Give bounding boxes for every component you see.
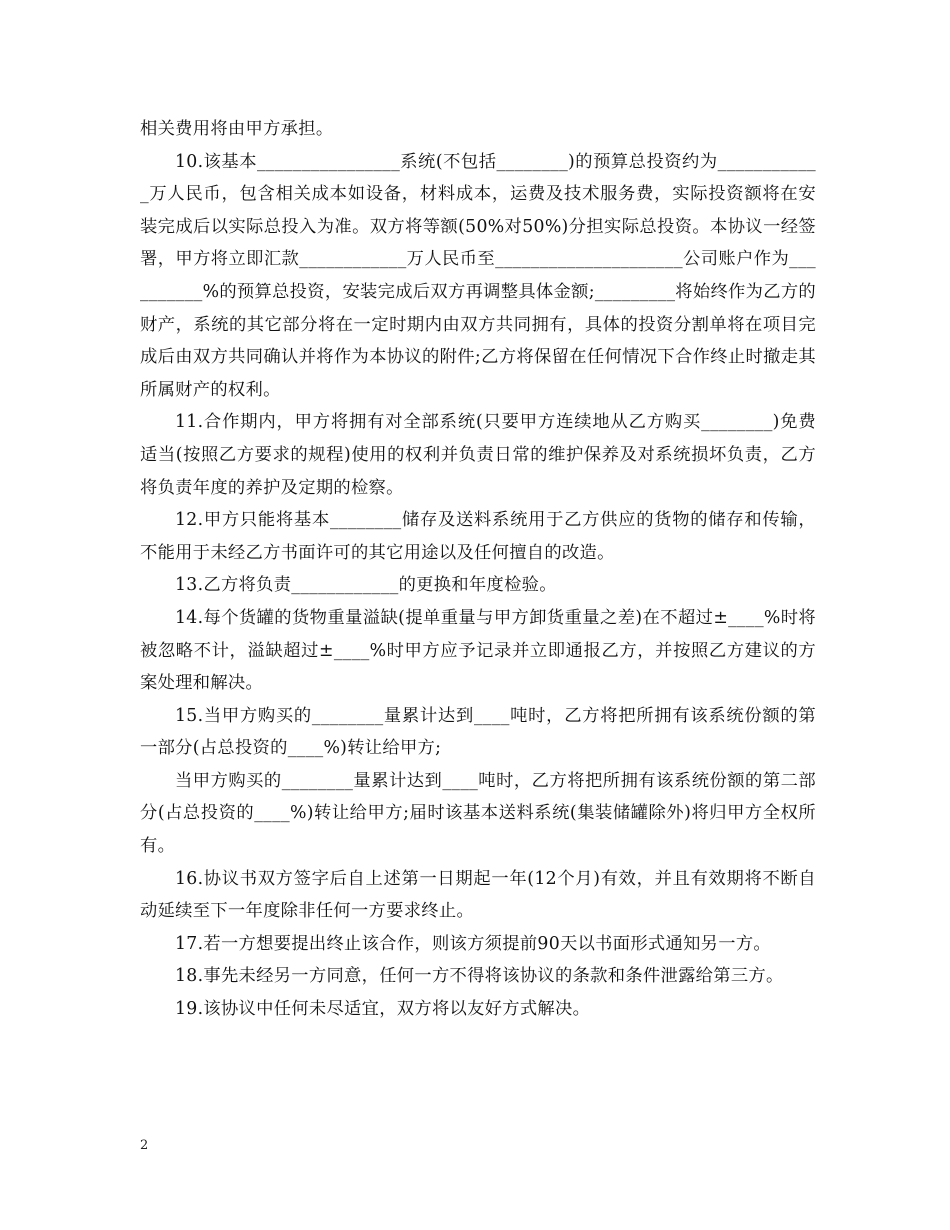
clause-15-part-2: 当甲方购买的________量累计达到____吨时，乙方将把所拥有该系统份额的第二部分(占总投资的____%)转让给甲方;届时该基本送料系统(集装储罐除外)将归甲方全权所有。	[140, 770, 816, 857]
clause-12: 12.甲方只能将基本________储存及送料系统用于乙方供应的货物的储存和传输，不能用于未经乙方书面许可的其它用途以及任何擅自的改造。	[140, 510, 816, 563]
clause-16: 16.协议书双方签字后自上述第一日期起一年(12个月)有效，并且有效期将不断自动延续至下一年度除非任何一方要求终止。	[140, 868, 816, 922]
clause-18: 18.事先未经另一方同意，任何一方不得将该协议的条款和条件泄露给第三方。	[175, 966, 784, 987]
clause-13: 13.乙方将负责____________的更换和年度检验。	[175, 575, 557, 596]
clause-10: 10.该基本________________系统(不包括________)的预算总投资约为____________万人民币，包含相关成本如设备，材料成本，运费及技术服务费，实际投资额将在安装完成后以实际总投入为准。双方将等额(50%对50%)分担实际总投资。本协议一经签署，甲方将立即汇款____________万人民币至_____________________公司账户作为__________%的预算总投资，安装完成后双方再调整具体金额;_________将始终作为乙方的财产，系统的其它部分将在一定时期内由双方共同拥有，具体的投资分割单将在项目完成后由双方共同确认并将作为本协议的附件;乙方将保留在任何情况下合作终止时撤走其所属财产的权利。	[140, 151, 816, 400]
clause-19: 19.该协议中任何未尽适宜，双方将以友好方式解决。	[175, 999, 591, 1020]
document-body	[140, 113, 816, 1026]
page-number: 2	[140, 1138, 149, 1153]
clause-11: 11.合作期内，甲方将拥有对全部系统(只要甲方连续地从乙方购买________)免费适当(按照乙方要求的规程)使用的权利并负责日常的维护保养及对系统损坏负责，乙方将负责年度的养护及定期的检察。	[140, 412, 816, 498]
paragraph-continuation: 相关费用将由甲方承担。	[140, 119, 334, 139]
clause-15-part-1: 15.当甲方购买的________量累计达到____吨时，乙方将把所拥有该系统份额的第一部分(占总投资的____%)转让给甲方;	[140, 705, 816, 759]
clause-14: 14.每个货罐的货物重量溢缺(提单重量与甲方卸货重量之差)在不超过±____%时将被忽略不计，溢缺超过±____%时甲方应予记录并立即通报乙方，并按照乙方建议的方案处理和解决。	[140, 607, 816, 694]
clause-17: 17.若一方想要提出终止该合作，则该方须提前90天以书面形式通知另一方。	[175, 933, 771, 954]
